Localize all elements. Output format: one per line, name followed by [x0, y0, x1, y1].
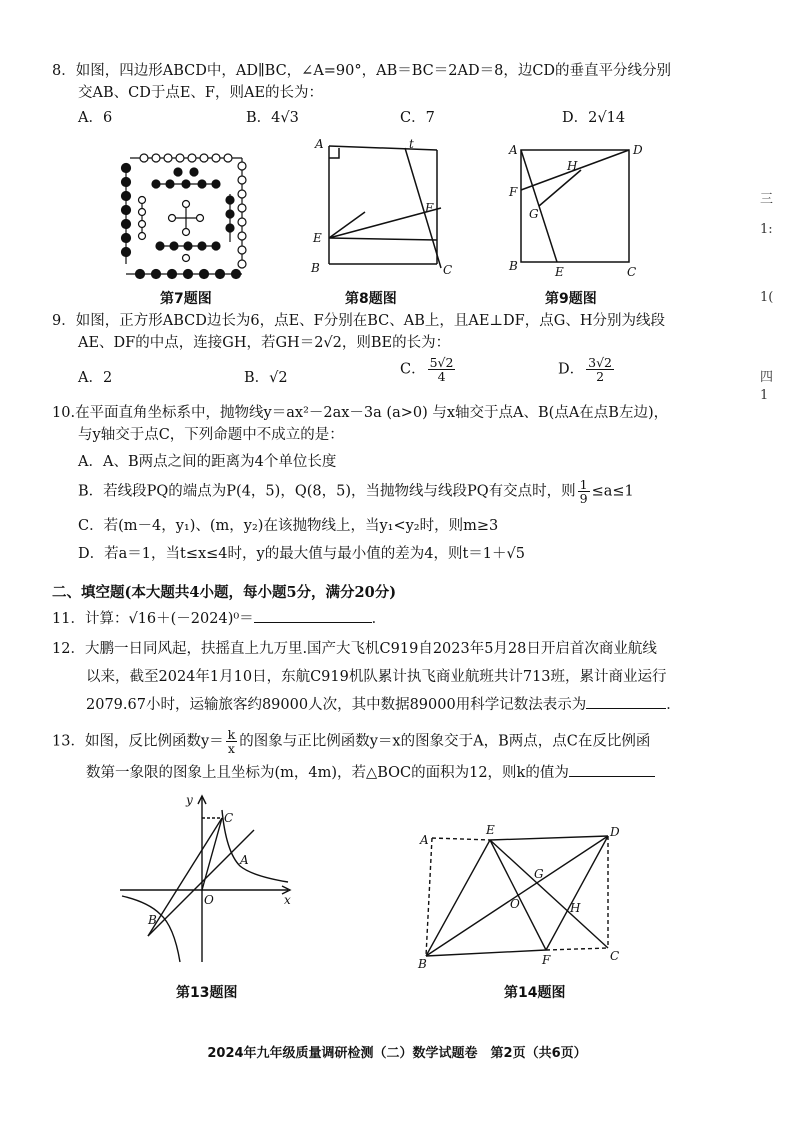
- q12-number: 12．: [52, 641, 85, 657]
- figure-7-pattern: [116, 146, 256, 282]
- q11-number: 11．: [52, 611, 85, 627]
- q12-line3: 2079.67小时，运输旅客约89000人次，其中数据89000用科学记数法表示为: [86, 697, 587, 713]
- q12-line2: 以来，截至2024年1月10日，东航C919机队累计执飞商业航班共计713班，累计商业运行: [86, 669, 667, 685]
- q10-option-b-numerator: 1: [579, 477, 588, 492]
- q9-option-c-denominator: 4: [437, 369, 446, 384]
- figure-13-graph: [118, 792, 298, 972]
- svg-text:E: E: [486, 823, 495, 837]
- q12-line1: 大鹏一日同风起，扶摇直上九万里.国产大飞机C919自2023年5月28日开启首次商业航线: [84, 641, 657, 657]
- figure-9-diagram: [505, 136, 655, 282]
- edge-glyph-5: 1: [760, 388, 769, 403]
- q13-number: 13．: [52, 733, 85, 750]
- q10-option-b-range: ≤a≤1: [591, 483, 634, 500]
- q9-line1: 如图，正方形ABCD边长为6，点E、F分别在BC、AB上，且AE⊥DF，点G、H分别为线段: [75, 313, 665, 329]
- svg-text:A: A: [315, 137, 324, 151]
- q9-option-c-label: C．: [400, 361, 426, 378]
- svg-text:C: C: [443, 263, 453, 277]
- svg-text:B: B: [148, 913, 157, 927]
- q13-line2: 数第一象限的图象上且坐标为(m，4m)，若△BOC的面积为12，则k的值为: [86, 765, 569, 781]
- q10-option-b: [78, 478, 634, 505]
- svg-text:F: F: [542, 953, 551, 967]
- q8-option-b: B．4√3: [246, 110, 299, 126]
- q9-option-a: A．2: [78, 370, 113, 386]
- q10-line1: 在平面直角坐标系中，抛物线y＝ax²－2ax－3a (a>0) 与x轴交于点A、B(点A在点B左边)，: [75, 405, 669, 421]
- q12-answer-blank[interactable]: [586, 694, 666, 709]
- q9-option-d-numerator: 3√2: [588, 355, 613, 370]
- edge-glyph-2: 1:: [760, 222, 773, 237]
- q9-option-d: [558, 356, 616, 383]
- question-8: [52, 60, 742, 82]
- svg-text:F: F: [425, 201, 434, 215]
- figure-14-diagram: [412, 818, 634, 968]
- svg-text:F: F: [509, 185, 518, 199]
- q9-line2: AE、DF的中点，连接GH，若GH＝2√2，则BE的长为：: [78, 335, 451, 351]
- edge-glyph-1: 三: [760, 192, 774, 207]
- svg-text:E: E: [555, 265, 564, 279]
- q9-option-c-numerator: 5√2: [429, 355, 454, 370]
- question-11: [52, 608, 742, 630]
- svg-text:A: A: [240, 853, 249, 867]
- svg-text:G: G: [529, 207, 539, 221]
- q8-line1: 如图，四边形ABCD中，AD∥BC，∠A=90°，AB＝BC＝2AD＝8，边CD的垂直平分线分别: [75, 63, 672, 79]
- svg-text:E: E: [313, 231, 322, 245]
- figure-8-caption: 第8题图: [345, 291, 397, 307]
- page-footer: 2024年九年级质量调研检测（二）数学试题卷 第2页（共6页）: [207, 1046, 587, 1061]
- svg-text:y: y: [186, 793, 193, 807]
- figure-7-caption: 第7题图: [160, 291, 212, 307]
- q12-end: ．: [666, 697, 681, 713]
- svg-text:x: x: [284, 893, 291, 907]
- figure-9-caption: 第9题图: [545, 291, 597, 307]
- q8-line2: 交AB、CD于点E、F，则AE的长为：: [78, 85, 324, 101]
- svg-text:O: O: [510, 897, 520, 911]
- edge-glyph-3: 1(: [760, 290, 774, 305]
- q10-option-b-denominator: 9: [579, 491, 588, 506]
- svg-text:D: D: [610, 825, 620, 839]
- figure-8-diagram: [305, 136, 465, 282]
- figure-14-caption: 第14题图: [504, 985, 566, 1001]
- q12-line3-wrap: [86, 694, 776, 716]
- q8-option-c: C．7: [400, 110, 435, 126]
- q8-option-d: D．2√14: [562, 110, 626, 126]
- q8-option-a: A．6: [78, 110, 113, 126]
- q10-option-a: A．A、B两点之间的距离为4个单位长度: [78, 454, 337, 470]
- section-2-header: 二、填空题(本大题共4小题，每小题5分，满分20分): [52, 584, 397, 601]
- q11-text: 计算：√16＋(－2024)⁰＝: [84, 611, 254, 627]
- q9-option-d-label: D．: [558, 361, 585, 378]
- svg-text:H: H: [570, 901, 581, 915]
- q8-number: 8．: [52, 63, 76, 79]
- q13-line1-pre: 如图，反比例函数y＝: [84, 733, 224, 750]
- q13-fraction-denominator: x: [227, 741, 235, 756]
- svg-text:B: B: [509, 259, 518, 273]
- question-10: [52, 402, 742, 424]
- q13-line2-wrap: [86, 762, 776, 784]
- q10-number: 10.: [52, 405, 76, 421]
- question-12: [52, 638, 742, 660]
- q9-number: 9．: [52, 313, 76, 329]
- q9-option-d-denominator: 2: [596, 369, 605, 384]
- svg-text:t: t: [409, 137, 414, 151]
- svg-text:H: H: [567, 159, 578, 173]
- q13-line1-post: 的图象与正比例函数y＝x的图象交于A，B两点，点C在反比例函: [239, 733, 651, 750]
- question-9: [52, 310, 742, 332]
- q11-end: ．: [371, 611, 387, 627]
- q13-answer-blank[interactable]: [569, 762, 655, 777]
- q10-option-d: D．若a＝1，当t≤x≤4时，y的最大值与最小值的差为4，则t＝1＋√5: [78, 546, 525, 562]
- edge-glyph-4: 四: [760, 370, 774, 385]
- svg-text:D: D: [633, 143, 643, 157]
- svg-text:C: C: [610, 949, 620, 963]
- q9-option-b: B．√2: [244, 370, 288, 386]
- q11-answer-blank[interactable]: [254, 608, 372, 623]
- figure-13-caption: 第13题图: [176, 985, 238, 1001]
- svg-text:O: O: [204, 893, 214, 907]
- svg-text:B: B: [311, 261, 320, 275]
- svg-text:A: A: [420, 833, 429, 847]
- svg-text:B: B: [418, 957, 427, 968]
- question-13: [52, 728, 742, 755]
- q13-fraction-numerator: k: [227, 727, 236, 742]
- svg-text:A: A: [509, 143, 518, 157]
- q10-option-c: C．若(m－4，y₁)、(m，y₂)在该抛物线上，当y₁<y₂时，则m≥3: [78, 518, 499, 534]
- svg-text:G: G: [534, 867, 544, 881]
- q9-option-c: [400, 356, 457, 383]
- svg-text:C: C: [224, 811, 234, 825]
- svg-text:C: C: [627, 265, 637, 279]
- q10-line2: 与y轴交于点C，下列命题中不成立的是：: [78, 427, 344, 443]
- q10-option-b-text: B．若线段PQ的端点为P(4，5)，Q(8，5)，当抛物线与线段PQ有交点时，则: [78, 483, 576, 500]
